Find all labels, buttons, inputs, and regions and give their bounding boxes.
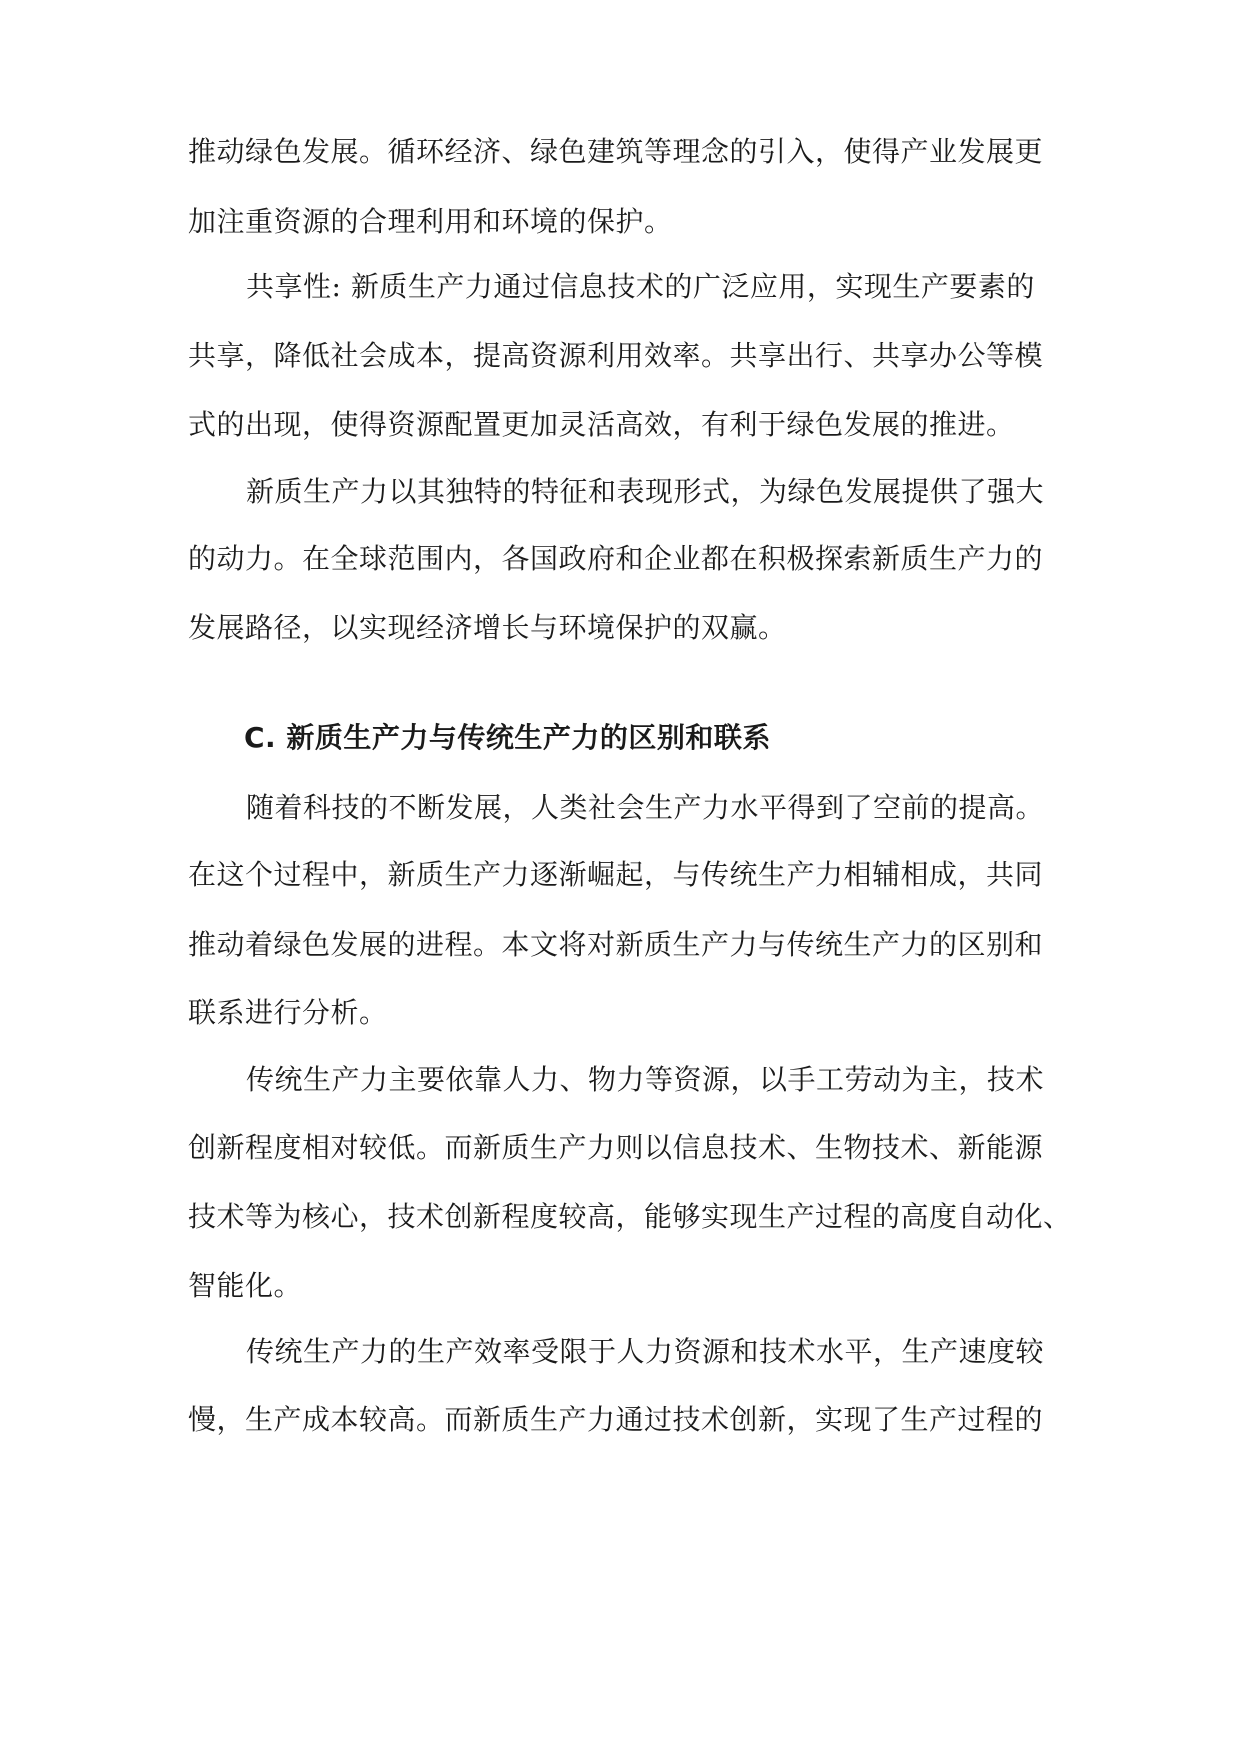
paragraph-line: 在这个过程中，新质生产力逐渐崛起，与传统生产力相辅相成，共同 [188,858,1044,891]
paragraph-line: 共享性: 新质生产力通过信息技术的广泛应用，实现生产要素的 [246,270,1035,303]
section-heading: C. 新质生产力与传统生产力的区别和联系 [244,721,771,754]
paragraph-line: 技术等为核心，技术创新程度较高，能够实现生产过程的高度自动化、 [188,1200,1072,1233]
paragraph-line: 随着科技的不断发展，人类社会生产力水平得到了空前的提高。 [246,791,1045,824]
paragraph-line: 的动力。在全球范围内，各国政府和企业都在积极探索新质生产力的 [188,542,1044,575]
paragraph-line: 推动着绿色发展的进程。本文将对新质生产力与传统生产力的区别和 [188,928,1044,961]
paragraph-line: 智能化。 [188,1269,303,1302]
paragraph-line: 新质生产力以其独特的特征和表现形式，为绿色发展提供了强大 [246,475,1045,508]
paragraph-line: 共享，降低社会成本，提高资源利用效率。共享出行、共享办公等模 [188,339,1044,372]
paragraph-line: 联系进行分析。 [188,996,388,1029]
paragraph-line: 创新程度相对较低。而新质生产力则以信息技术、生物技术、新能源 [188,1131,1044,1164]
paragraph-line: 传统生产力主要依靠人力、物力等资源，以手工劳动为主，技术 [246,1063,1045,1096]
paragraph-line: 推动绿色发展。循环经济、绿色建筑等理念的引入，使得产业发展更 [188,135,1044,168]
paragraph-line: 慢，生产成本较高。而新质生产力通过技术创新，实现了生产过程的 [188,1403,1044,1436]
paragraph-line: 发展路径，以实现经济增长与环境保护的双赢。 [188,611,787,644]
paragraph-line: 加注重资源的合理利用和环境的保护。 [188,205,673,238]
paragraph-line: 传统生产力的生产效率受限于人力资源和技术水平，生产速度较 [246,1335,1045,1368]
paragraph-line: 式的出现，使得资源配置更加灵活高效，有利于绿色发展的推进。 [188,408,1015,441]
